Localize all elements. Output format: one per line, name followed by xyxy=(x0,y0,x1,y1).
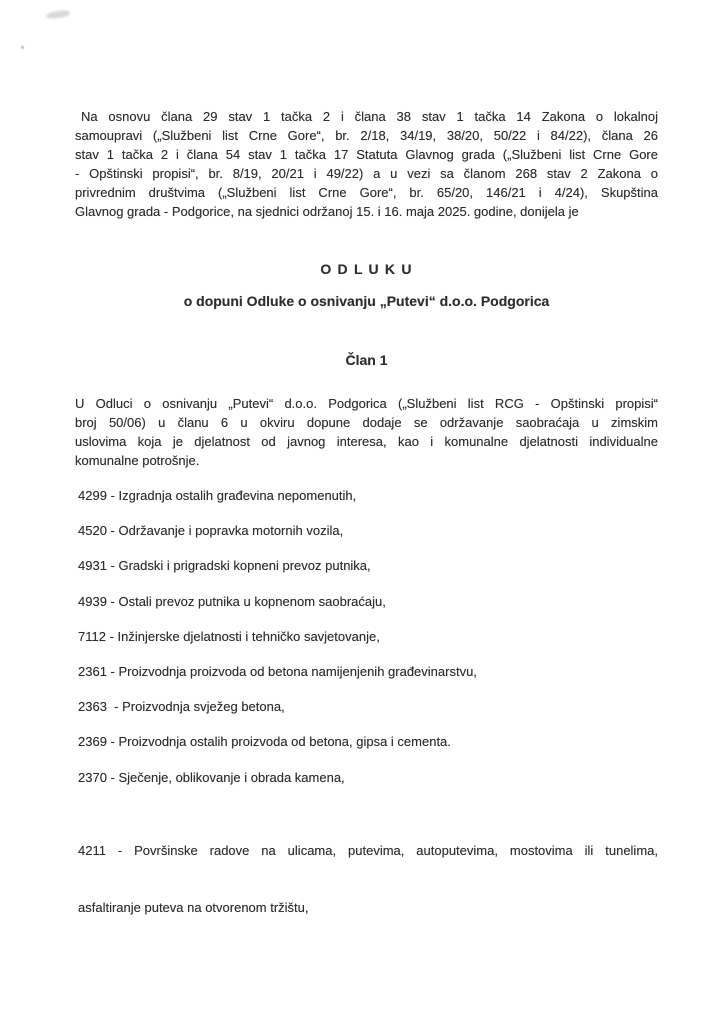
activity-item-2363: 2363 - Proizvodnja svježeg betona, xyxy=(78,699,285,715)
article-1-line-1: U Odluci o osnivanju „Putevi“ d.o.o. Podgorica („Službeni list RCG - Opštinski propisi“ xyxy=(75,396,658,411)
preamble-line-2: samoupravi („Službeni list Crne Gore“, br. 2/18, 34/19, 38/20, 50/22 i 84/22), člana 26 xyxy=(75,128,658,143)
activity-item-7112: 7112 - Inžinjerske djelatnosti i tehničko savjetovanje, xyxy=(78,628,380,644)
activity-item-4931: 4931 - Gradski i prigradski kopneni prevoz putnika, xyxy=(78,558,371,574)
preamble-line-4: - Opštinski propisi“, br. 8/19, 20/21 i 49/22) a u vezi sa članom 268 stav 2 Zakona o xyxy=(75,166,658,181)
activity-item-4211 xyxy=(78,803,658,955)
article-1-line-2: broj 50/06) u članu 6 u okviru dopune dodaje se održavanje saobraćaja u zimskim xyxy=(75,415,658,430)
activity-item-4299: 4299 - Izgradnja ostalih građevina nepomenutih, xyxy=(78,488,357,503)
decision-title: O D L U K U xyxy=(320,261,413,277)
activity-item-2361: 2361 - Proizvodnja proizvoda od betona namijenjenih građevinarstvu, xyxy=(78,663,477,679)
decision-subtitle: o dopuni Odluke o osnivanju „Putevi“ d.o.o. Podgorica xyxy=(183,293,550,309)
activity-item-4211-line-2: asfaltiranje puteva na otvorenom tržištu, xyxy=(78,899,309,915)
scan-smudge-artifact xyxy=(46,10,71,20)
preamble-line-3: stav 1 tačka 2 i člana 54 stav 1 tačka 17 Statuta Glavnog grada („Službeni list Crne Gore xyxy=(75,147,658,162)
activity-code-list xyxy=(75,486,658,955)
preamble-paragraph xyxy=(75,107,658,221)
activity-item-4211-line-1: 4211 - Površinske radove na ulicama, putevima, autoputevima, mostovima ili tunelima, xyxy=(78,842,658,858)
preamble-line-6: Glavnog grada - Podgorice, na sjednici održanoj 15. i 16. maja 2025. godine, donijela je xyxy=(75,204,579,219)
activity-item-4939: 4939 - Ostali prevoz putnika u kopnenom saobraćaju, xyxy=(78,593,386,609)
preamble-line-5: privrednim društvima („Službeni list Crne Gore“, br. 65/20, 146/21 i 4/24), Skupština xyxy=(75,185,658,200)
article-1-heading: Član 1 xyxy=(345,352,388,368)
article-1-paragraph xyxy=(75,394,658,470)
article-1-line-3: uslovima koja je djelatnost od javnog interesa, kao i komunalne djelatnosti individualne xyxy=(75,434,658,449)
activity-item-4520: 4520 - Održavanje i popravka motornih vozila, xyxy=(78,523,344,539)
activity-item-2369: 2369 - Proizvodnja ostalih proizvoda od betona, gipsa i cementa. xyxy=(78,734,451,750)
preamble-line-1: Na osnovu člana 29 stav 1 tačka 2 i člana 38 stav 1 tačka 14 Zakona o lokalnoj xyxy=(81,109,658,124)
article-1-line-4: komunalne potrošnje. xyxy=(75,453,200,468)
activity-item-2370: 2370 - Sječenje, oblikovanje i obrada kamena, xyxy=(78,769,345,785)
scan-speck-artifact xyxy=(21,46,24,49)
